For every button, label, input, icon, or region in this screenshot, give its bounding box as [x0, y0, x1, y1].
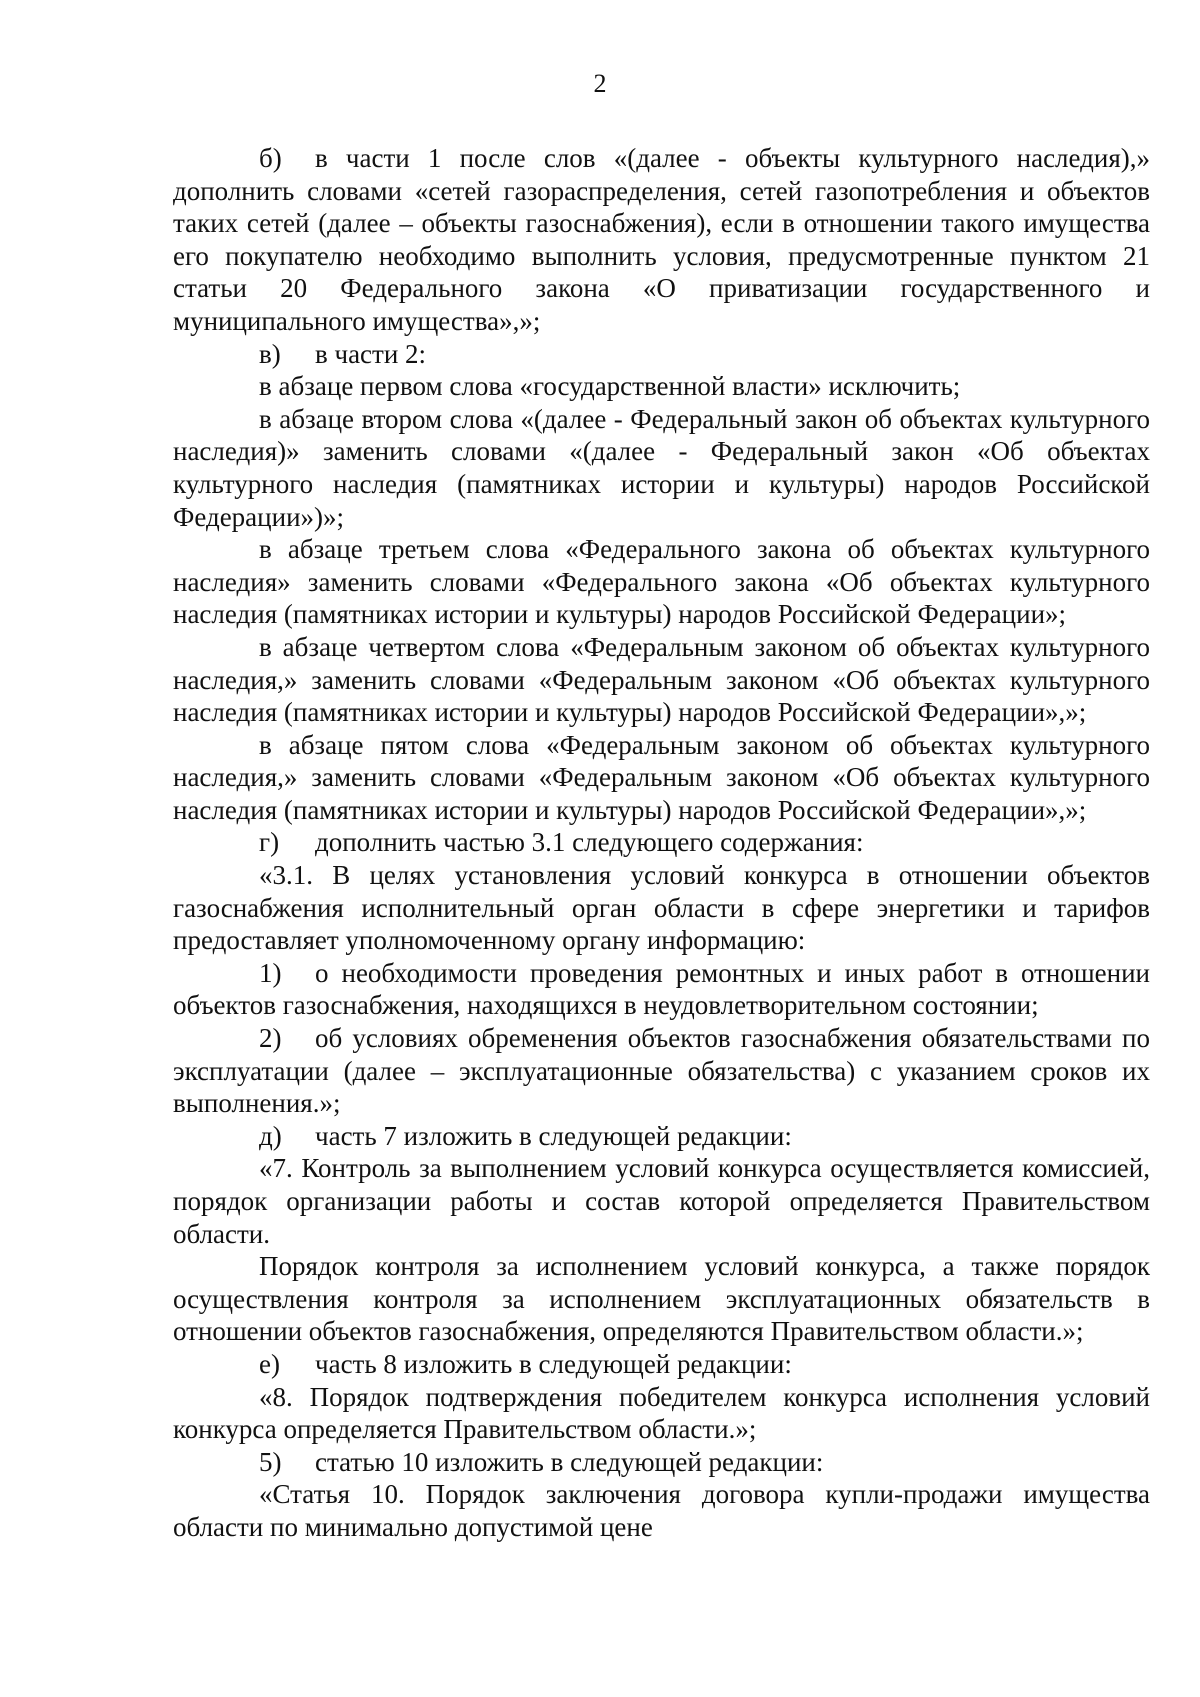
- paragraph-d: [173, 1120, 1150, 1153]
- paragraph-text: в абзаце четвертом слова «Федеральным законом об объектах культурного наследия,» заменить словами «Федеральным законом «Об объектах культурного наследия (памятниках истории и культуры) народов Российской Федерации»,»;: [173, 631, 1150, 728]
- paragraph-text: часть 8 изложить в следующей редакции:: [315, 1348, 792, 1379]
- paragraph-text: «7. Контроль за выполнением условий конкурса осуществляется комиссией, порядок организации работы и состав которой определяется Правительством области.: [173, 1153, 1150, 1249]
- paragraph: [173, 1152, 1150, 1250]
- paragraph-5: [173, 1446, 1150, 1479]
- paragraph-text: статью 10 изложить в следующей редакции:: [315, 1446, 824, 1477]
- paragraph-text: в части 2:: [315, 338, 427, 369]
- paragraph-text: о необходимости проведения ремонтных и иных работ в отношении объектов газоснабжения, находящихся в неудовлетворительном состоянии;: [173, 957, 1150, 1021]
- item-label: б): [259, 143, 282, 173]
- paragraph-e: [173, 1348, 1150, 1381]
- paragraph: [173, 1381, 1150, 1446]
- paragraph: [173, 729, 1150, 827]
- paragraph-text: в абзаце пятом слова «Федеральным законом об объектах культурного наследия,» заменить словами «Федеральным законом «Об объектах культурного наследия (памятниках истории и культуры) народов Российской Федерации»,»;: [173, 729, 1150, 825]
- paragraph: [173, 533, 1150, 631]
- paragraph-text: часть 7 изложить в следующей редакции:: [315, 1120, 792, 1151]
- paragraph-text: в абзаце втором слова «(далее - Федеральный закон об объектах культурного наследия)» заменить словами «(далее - Федеральный закон «Об объектах культурного наследия (памятниках истории и культуры) народов Российской Федерации»)»;: [173, 403, 1150, 532]
- page-number: 2: [593, 69, 607, 98]
- paragraph-text: Порядок контроля за исполнением условий конкурса, а также порядок осуществления контроля за исполнением эксплуатационных обязательств в отношении объектов газоснабжения, определяются Правительством области.»;: [173, 1251, 1150, 1347]
- document-body: [173, 142, 1150, 1544]
- paragraph-text: «3.1. В целях установления условий конкурса в отношении объектов газоснабжения исполнительный орган области в сфере энергетики и тарифов предоставляет уполномоченному органу информацию:: [173, 860, 1150, 956]
- paragraph-v: [173, 338, 1150, 371]
- paragraph-text: «8. Порядок подтверждения победителем конкурса исполнения условий конкурса определяется Правительством области.»;: [173, 1381, 1150, 1445]
- item-label: 2): [259, 1023, 282, 1054]
- paragraph: [173, 1250, 1150, 1348]
- paragraph-text: в абзаце первом слова «государственной власти» исключить;: [259, 371, 961, 402]
- paragraph-text: дополнить частью 3.1 следующего содержания:: [315, 827, 864, 858]
- paragraph-2: [173, 1022, 1150, 1120]
- paragraph-text: «Статья 10. Порядок заключения договора купли-продажи имущества области по минимально допустимой цене: [173, 1479, 1150, 1542]
- item-label: г): [259, 827, 280, 858]
- item-label: е): [259, 1348, 280, 1379]
- paragraph-text: в абзаце третьем слова «Федерального закона об объектах культурного наследия» заменить словами «Федерального закона «Об объектах культурного наследия (памятниках истории и культуры) народов Российской Федерации»;: [173, 534, 1150, 630]
- paragraph-b: [173, 142, 1150, 338]
- paragraph-g: [173, 826, 1150, 859]
- paragraph: [173, 631, 1150, 729]
- paragraph-1: [173, 957, 1150, 1022]
- paragraph-text: в части 1 после слов «(далее - объекты культурного наследия),» дополнить словами «сетей газораспределения, сетей газопотребления и объектов таких сетей (далее – объекты газоснабжения), если в отношении такого имущества его покупателю необходимо выполнить условия, предусмотренные пунктом 21 статьи 20 Федерального закона «О приватизации государственного и муниципального имущества»,»;: [173, 143, 1150, 336]
- item-label: в): [259, 338, 281, 369]
- paragraph-text: об условиях обременения объектов газоснабжения обязательствами по эксплуатации (далее – эксплуатационные обязательства) с указанием сроков их выполнения.»;: [173, 1023, 1150, 1119]
- item-label: 5): [259, 1446, 282, 1477]
- item-label: д): [259, 1120, 282, 1151]
- paragraph: [173, 370, 1150, 403]
- paragraph: [173, 859, 1150, 957]
- paragraph: [173, 403, 1150, 533]
- item-label: 1): [259, 957, 282, 988]
- paragraph: [173, 1478, 1150, 1543]
